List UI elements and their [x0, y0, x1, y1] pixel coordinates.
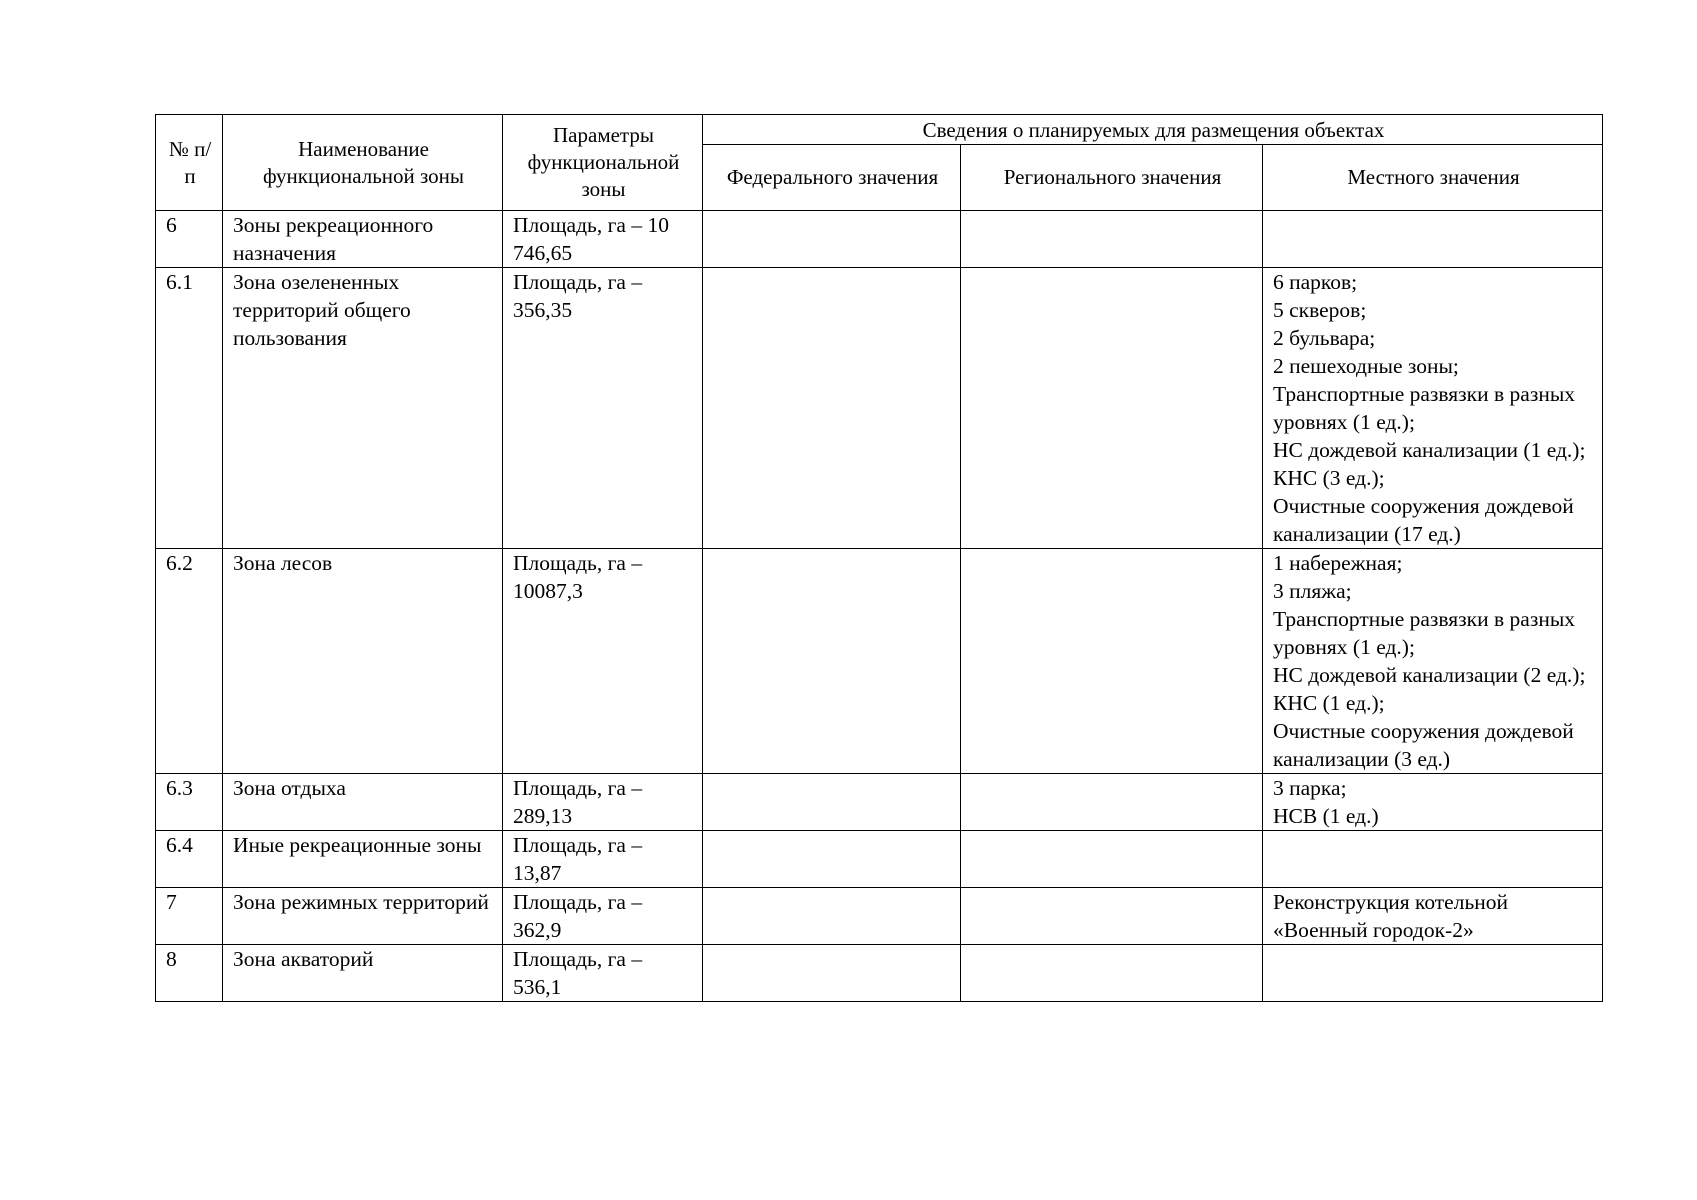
local-object-item: НСВ (1 ед.) — [1273, 804, 1379, 828]
local-object-item: 3 пляжа; — [1273, 579, 1352, 603]
cell-federal — [703, 211, 961, 268]
cell-zone-name: Зона режимных территорий — [223, 888, 503, 945]
cell-num: 7 — [156, 888, 223, 945]
local-object-item: Очистные сооружения дождевой канализации (3 ед.) — [1273, 719, 1574, 771]
cell-num: 6.1 — [156, 268, 223, 549]
cell-federal — [703, 549, 961, 774]
cell-local — [1263, 549, 1603, 774]
cell-params: Площадь, га – 10087,3 — [503, 549, 703, 774]
cell-params: Площадь, га – 536,1 — [503, 945, 703, 1002]
zones-table — [155, 114, 1603, 1002]
cell-regional — [961, 831, 1263, 888]
local-object-item: КНС (3 ед.); — [1273, 466, 1385, 490]
table-row — [156, 211, 1603, 268]
local-object-item: 5 скверов; — [1273, 298, 1367, 322]
cell-regional — [961, 945, 1263, 1002]
local-object-item: Реконструкция котельной «Военный городок-2» — [1273, 890, 1509, 942]
cell-zone-name: Зона акваторий — [223, 945, 503, 1002]
cell-regional — [961, 268, 1263, 549]
cell-local — [1263, 774, 1603, 831]
header-regional: Регионального значения — [961, 145, 1263, 211]
header-federal: Федерального значения — [703, 145, 961, 211]
cell-num: 6.4 — [156, 831, 223, 888]
table-row — [156, 831, 1603, 888]
cell-regional — [961, 774, 1263, 831]
cell-local — [1263, 211, 1603, 268]
local-object-item: 1 набережная; — [1273, 551, 1403, 575]
local-object-item: КНС (1 ед.); — [1273, 691, 1385, 715]
cell-params: Площадь, га – 13,87 — [503, 831, 703, 888]
cell-regional — [961, 888, 1263, 945]
cell-regional — [961, 549, 1263, 774]
header-num: № п/п — [156, 115, 223, 211]
cell-federal — [703, 774, 961, 831]
table-row — [156, 268, 1603, 549]
local-object-item: Очистные сооружения дождевой канализации (17 ед.) — [1273, 494, 1574, 546]
local-object-item: НС дождевой канализации (1 ед.); — [1273, 438, 1586, 462]
header-group-planned-objects: Сведения о планируемых для размещения объектах — [703, 115, 1603, 145]
table-row — [156, 945, 1603, 1002]
cell-zone-name: Зона озелененных территорий общего пользования — [223, 268, 503, 549]
cell-params: Площадь, га – 10 746,65 — [503, 211, 703, 268]
cell-federal — [703, 268, 961, 549]
cell-zone-name: Иные рекреационные зоны — [223, 831, 503, 888]
cell-federal — [703, 888, 961, 945]
cell-local — [1263, 945, 1603, 1002]
table-row — [156, 774, 1603, 831]
cell-num: 8 — [156, 945, 223, 1002]
local-object-item: НС дождевой канализации (2 ед.); — [1273, 663, 1586, 687]
cell-local — [1263, 888, 1603, 945]
cell-num: 6 — [156, 211, 223, 268]
cell-params: Площадь, га – 289,13 — [503, 774, 703, 831]
header-name: Наименование функциональной зоны — [223, 115, 503, 211]
cell-params: Площадь, га – 356,35 — [503, 268, 703, 549]
header-params: Параметры функциональной зоны — [503, 115, 703, 211]
cell-local — [1263, 268, 1603, 549]
local-object-item: 6 парков; — [1273, 270, 1358, 294]
cell-federal — [703, 831, 961, 888]
cell-zone-name: Зоны рекреационного назначения — [223, 211, 503, 268]
header-local: Местного значения — [1263, 145, 1603, 211]
local-object-item: Транспортные развязки в разных уровнях (1 ед.); — [1273, 382, 1576, 434]
table-body — [156, 211, 1603, 1002]
cell-federal — [703, 945, 961, 1002]
cell-zone-name: Зона отдыха — [223, 774, 503, 831]
local-object-item: 2 пешеходные зоны; — [1273, 354, 1459, 378]
local-object-item: Транспортные развязки в разных уровнях (1 ед.); — [1273, 607, 1576, 659]
cell-params: Площадь, га – 362,9 — [503, 888, 703, 945]
table-row — [156, 888, 1603, 945]
cell-num: 6.2 — [156, 549, 223, 774]
cell-regional — [961, 211, 1263, 268]
cell-local — [1263, 831, 1603, 888]
cell-num: 6.3 — [156, 774, 223, 831]
table-row — [156, 549, 1603, 774]
local-object-item: 2 бульвара; — [1273, 326, 1376, 350]
local-object-item: 3 парка; — [1273, 776, 1347, 800]
cell-zone-name: Зона лесов — [223, 549, 503, 774]
